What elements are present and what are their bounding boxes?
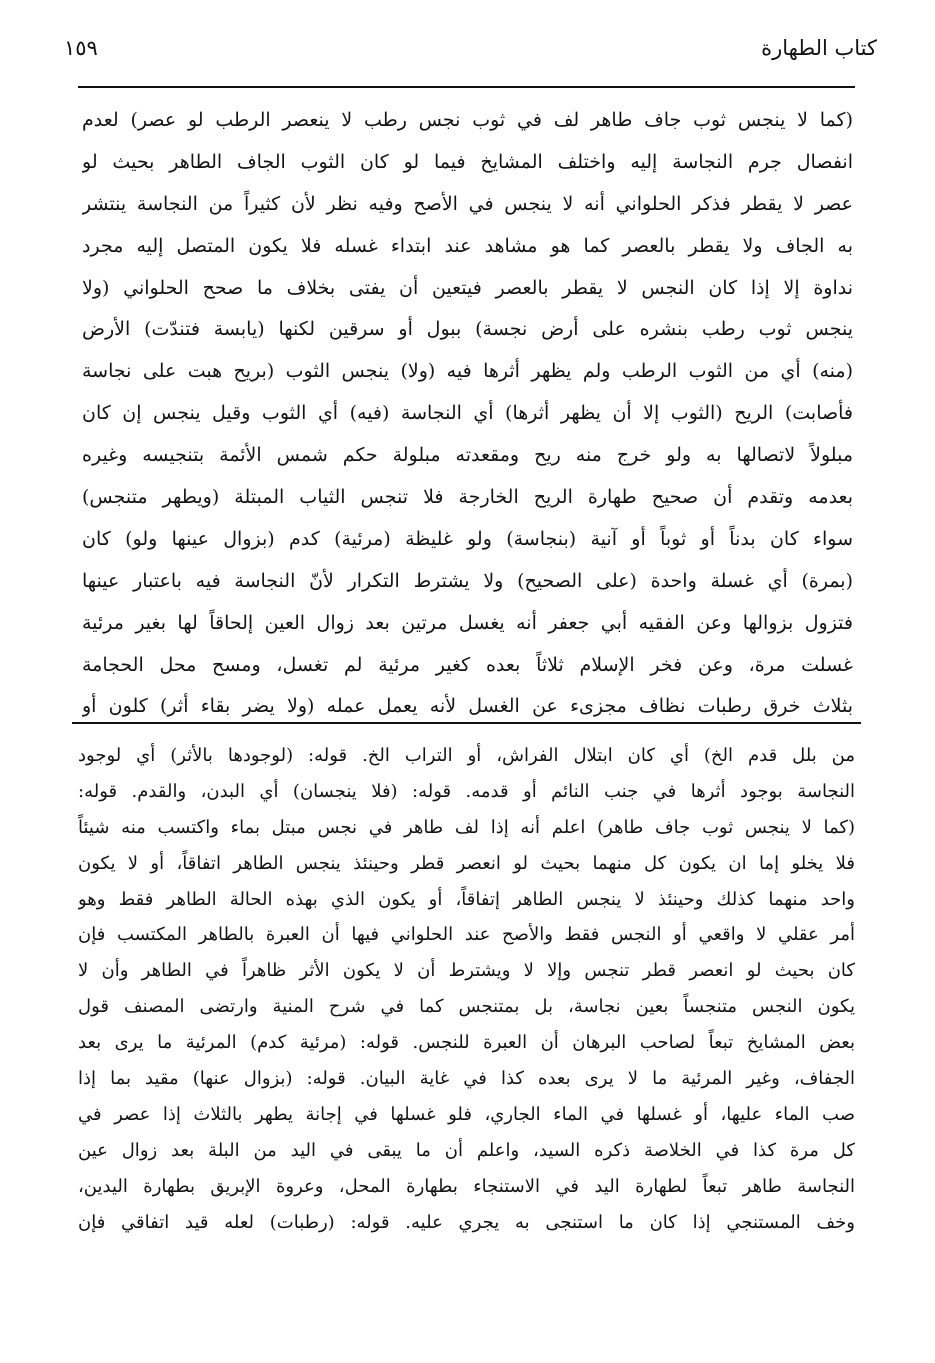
main-line: ينجس ثوب رطب بنشره على أرض نجسة) ببول أو سرقين لكنها (يابسة فتندّت) الأرض (82, 318, 853, 341)
commentary-line: واحد منهما كذلك وحينئذ لا ينجس الطاهر إتفاقاً، أو يكون الذي بهذه الحالة الطاهر فقط وهو (78, 888, 855, 910)
page-header (60, 28, 877, 68)
main-text (82, 100, 853, 728)
commentary-line: من بلل قدم الخ) أي كان ابتلال الفراش، أو التراب الخ. قوله: (لوجودها بالأثر) أي لوجود (78, 745, 855, 766)
main-line: (منه) أي من الثوب الرطب ولم يظهر أثرها فيه (ولا) ينجس الثوب (بريح هبت على نجاسة (82, 360, 853, 383)
commentary-line: (كما لا ينجس ثوب جاف طاهر) اعلم أنه إذا لف طاهر في نجس مبتل بماء واكتسب منه شيئاً (78, 816, 855, 838)
commentary-line: بعض المشايخ تبعاً لصاحب البرهان أن العبرة للنجس. قوله: (مرئية كدم) المرئية ما يرى بعد (78, 1032, 855, 1054)
commentary-line: صب الماء عليها، أو غسلها في الماء الجاري، فلو غسلها في إجانة يطهر بالثلاث إذا عصر في (78, 1103, 855, 1125)
main-line: مبلولاً لاتصالها به ولو خرج منه ريح ومقعدته مبلولة حكم شمس الأئمة بتنجيسه وغيره (82, 444, 853, 467)
commentary-line: يكون النجس متنجساً بعين نجاسة، بل بمتنجس كما في شرح المنية وارتضى المصنف قول (78, 996, 855, 1018)
header-rule (78, 86, 855, 88)
main-line: (بمرة) أي غسلة واحدة (على الصحيح) ولا يشترط التكرار لأنّ النجاسة فيه باعتبار عينها (82, 569, 853, 592)
commentary-line: كل مرة كذا في الخلاصة ذكره السيد، واعلم أن ما يبقى في اليد من البلة بعد زوال عين (78, 1139, 855, 1161)
commentary-text (78, 738, 855, 1240)
main-line: نداوة إلا إذا كان النجس لا يقطر بالعصر فيتعين أن يفتى بخلاف ما صحح الحلواني (ولا (82, 276, 853, 299)
main-line: به الجاف ولا يقطر بالعصر كما هو مشاهد عند ابتداء غسله فلا يكون المتصل إليه مجرد (82, 234, 853, 257)
main-line: سواء كان بدناً أو ثوباً أو آنية (بنجاسة) ولو غليظة (مرئية) كدم (بزوال عينها ولو) كان (82, 527, 853, 550)
main-line: بثلاث خرق رطبات نظاف مجزىء عن الغسل لأنه يعمل عمله (ولا يضر بقاء أثر) كلون أو (82, 695, 853, 718)
main-line: بعدمه وتقدم أن صحيح طهارة الريح الخارجة فلا تنجس الثياب المبتلة (ويطهر متنجس) (82, 486, 853, 509)
main-line: فأصابت) الريح (الثوب إلا أن يظهر أثرها) أي النجاسة (فيه) أي الثوب وقيل ينجس إن كان (82, 402, 853, 425)
commentary-line: الجفاف، وغير المرئية ما لا يرى بعده كذا في غاية البيان. قوله: (بزوال عنها) مقيد بما إذا (78, 1068, 855, 1090)
commentary-line: كان بحيث لو انعصر قطر تنجس وإلا لا ويشترط أن لا يكون الأثر ظاهراً في الطاهر وأن لا (78, 960, 855, 982)
footnote-separator (72, 722, 861, 724)
main-line: فتزول بزوالها وعن الفقيه أبي جعفر أنه يغسل مرتين بعد زوال العين إلحاقاً لها بغير مرئية (82, 611, 853, 634)
commentary-line: فلا يخلو إما ان يكون كل منهما بحيث لو انعصر قطر وحينئذ ينجس الطاهر اتفاقاً، أو لا يكون (78, 852, 855, 874)
commentary-line: وخف المستنجي إذا كان ما استنجى به يجري عليه. قوله: (رطبات) لعله قيد اتفاقي فإن (78, 1211, 855, 1233)
commentary-line: النجاسة طاهر تبعاً لطهارة اليد في الاستنجاء بطهارة المحل، وعروة الإبريق بطهارة اليدين، (78, 1175, 855, 1197)
main-line: غسلت مرة، وعن فخر الإسلام ثلاثاً بعده كغير مرئية لم تغسل، ومسح محل الحجامة (82, 653, 853, 676)
running-title: كتاب الطهارة (761, 36, 877, 60)
page-number: ١٥٩ (64, 36, 98, 60)
main-line: انفصال جرم النجاسة إليه واختلف المشايخ فيما لو كان الثوب الجاف الطاهر بحيث لو (82, 150, 853, 173)
commentary-line: النجاسة بوجود أثرها في جنب النائم أو قدمه. قوله: (فلا ينجسان) أي البدن، والقدم. قوله: (78, 780, 855, 802)
main-line: (كما لا ينجس ثوب جاف طاهر لف في ثوب نجس رطب لا ينعصر الرطب لو عصر) لعدم (82, 109, 853, 131)
commentary-line: أمر عقلي لا واقعي أو النجس فقط والأصح عند الحلواني فيها أن العبرة بالطاهر المكتسب فإن (78, 924, 855, 946)
main-line: عصر لا يقطر فذكر الحلواني أنه لا ينجس في الأصح وفيه نظر لأن كثيراً من النجاسة ينتشر (82, 192, 853, 215)
